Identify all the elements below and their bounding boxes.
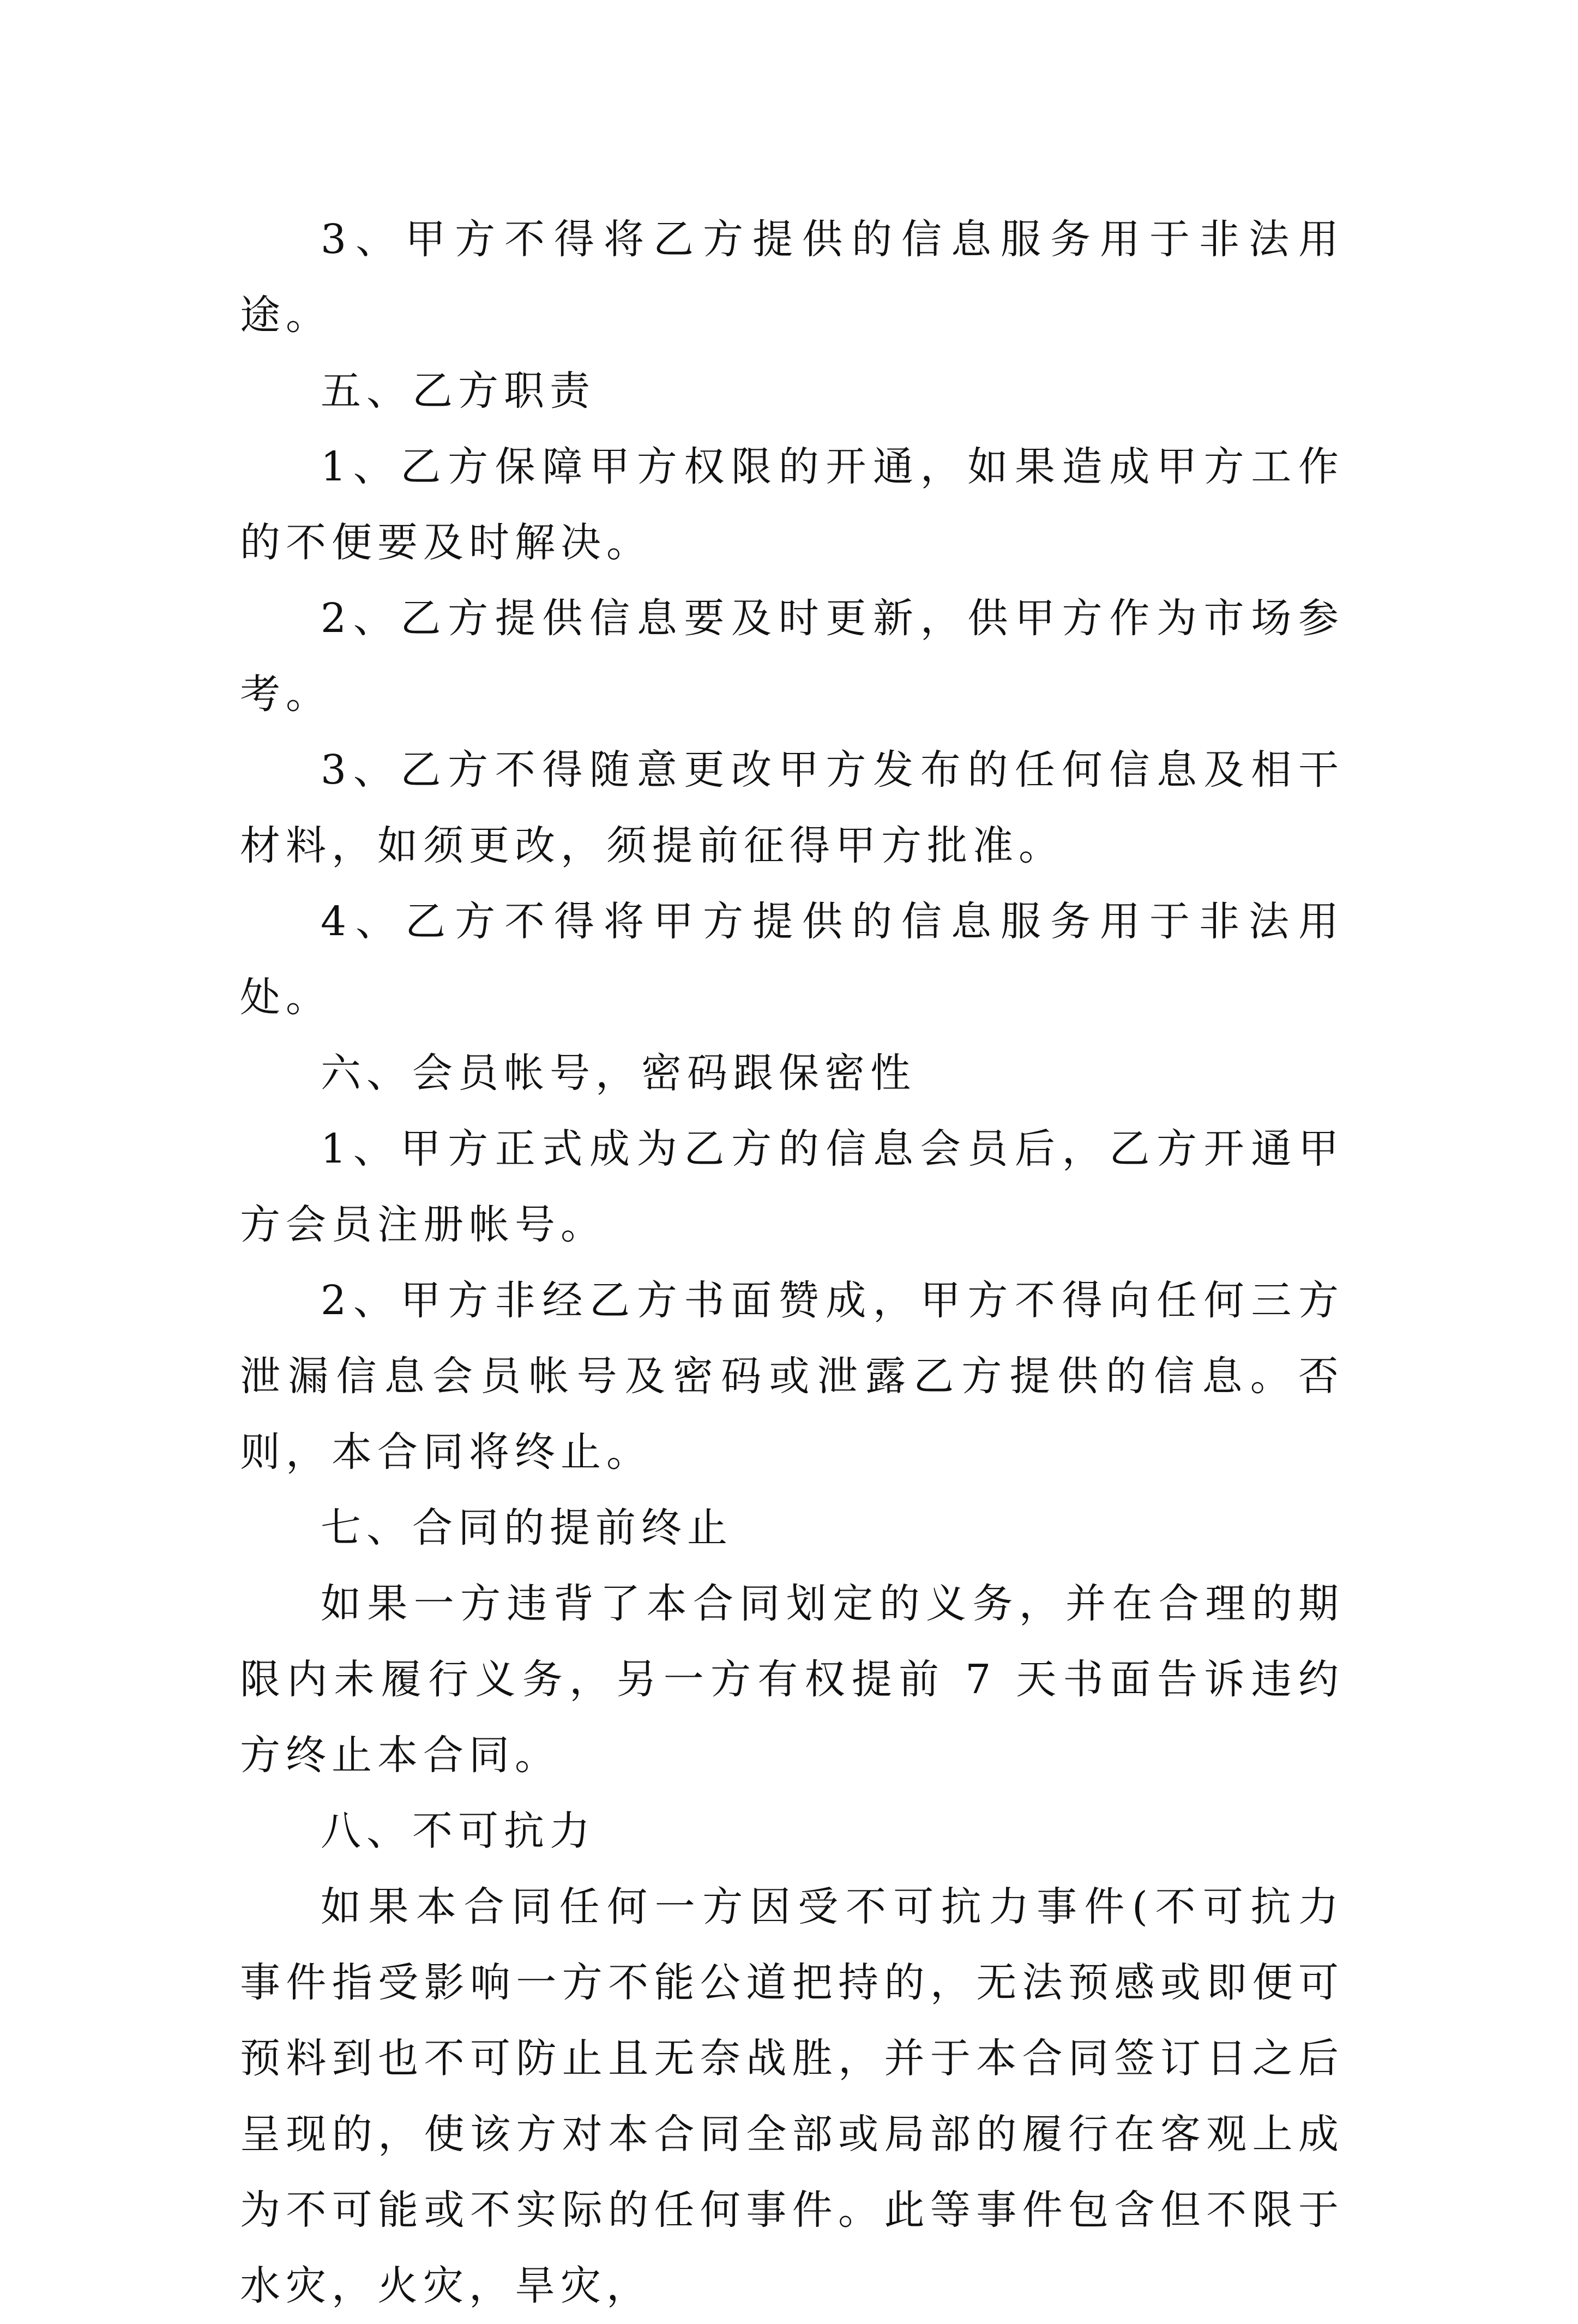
document-body	[240, 202, 1344, 2324]
section-eight-heading: 八、不可抗力	[321, 1808, 595, 1855]
clause-b3-paragraph: 3、乙方不得随意更改甲方发布的任何信息及相干材料，如须更改，须提前征得甲方批准。	[240, 746, 1344, 869]
force-majeure-paragraph: 如果本合同任何一方因受不可抗力事件(不可抗力事件指受影响一方不能公道把持的，无法预感或即便可预料到也不可防止且无奈战胜，并于本合同签订日之后呈现的，使该方对本合同全部或局部的履行在客观上成为不可能或不实际的任何事件。此等事件包含但不限于水灾，火灾，旱灾，	[240, 1883, 1344, 2309]
section-six-heading: 六、会员帐号，密码跟保密性	[321, 1050, 916, 1097]
clause-a3-paragraph: 3、甲方不得将乙方提供的信息服务用于非法用途。	[240, 216, 1344, 339]
clause-c2-paragraph: 2、甲方非经乙方书面赞成，甲方不得向任何三方泄漏信息会员帐号及密码或泄露乙方提供的信息。否则，本合同将终止。	[240, 1277, 1344, 1476]
clause-b2-paragraph: 2、乙方提供信息要及时更新，供甲方作为市场参考。	[240, 595, 1344, 718]
clause-c1-paragraph: 1、甲方正式成为乙方的信息会员后，乙方开通甲方会员注册帐号。	[240, 1125, 1344, 1248]
clause-b4-paragraph: 4、乙方不得将甲方提供的信息服务用于非法用处。	[240, 898, 1344, 1021]
section-five-heading: 五、乙方职责	[321, 368, 595, 414]
clause-b1-paragraph: 1、乙方保障甲方权限的开通，如果造成甲方工作的不便要及时解决。	[240, 443, 1344, 566]
termination-paragraph: 如果一方违背了本合同划定的义务，并在合理的期限内未履行义务，另一方有权提前 7 天书面告诉违约方终止本合同。	[240, 1580, 1344, 1779]
section-seven-heading: 七、合同的提前终止	[321, 1504, 733, 1551]
